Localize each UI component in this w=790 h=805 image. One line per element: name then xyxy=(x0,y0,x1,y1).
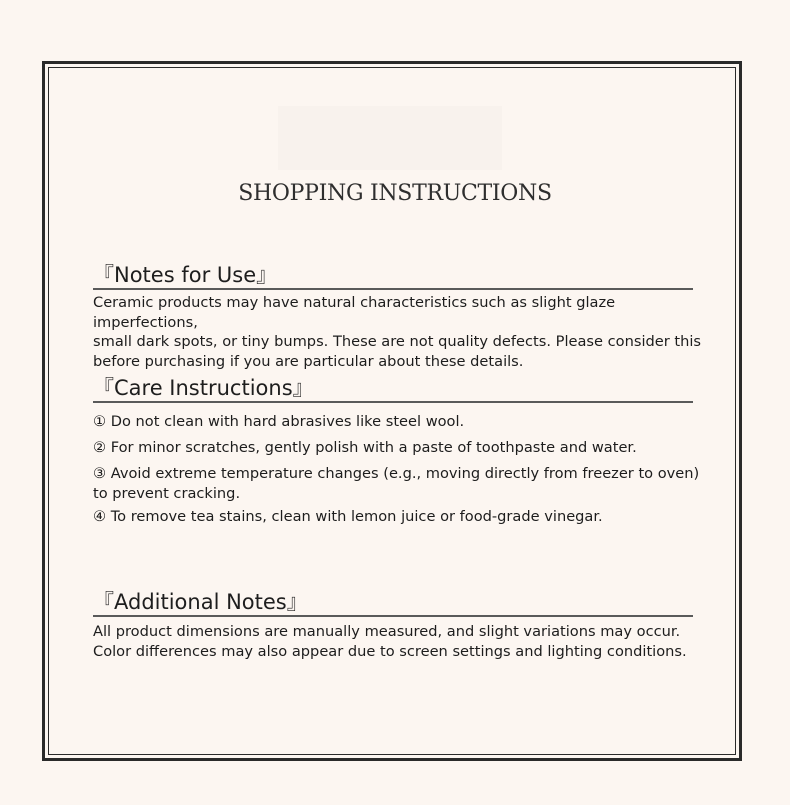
care-instructions-section xyxy=(93,375,705,533)
additional-notes-heading: 『Additional Notes』 xyxy=(93,589,693,617)
additional-notes-section xyxy=(93,589,705,661)
care-item-3: ③ Avoid extreme temperature changes (e.g., moving directly from freezer to oven) to prevent cracking. xyxy=(93,465,700,502)
page-title: SHOPPING INSTRUCTIONS xyxy=(238,181,552,206)
additional-notes-text: All product dimensions are manually measured, and slight variations may occur. Color differences may also appear due to screen settings and lighting conditions. xyxy=(93,623,687,660)
notes-for-use-heading: 『Notes for Use』 xyxy=(93,262,693,290)
notes-for-use-section xyxy=(93,262,705,371)
care-instructions-list xyxy=(93,412,705,527)
care-item-1: ① Do not clean with hard abrasives like steel wool. xyxy=(93,413,465,430)
faded-watermark xyxy=(278,106,502,170)
care-instructions-heading: 『Care Instructions』 xyxy=(93,375,693,403)
care-item-2: ② For minor scratches, gently polish with a paste of toothpaste and water. xyxy=(93,439,637,456)
care-item-4: ④ To remove tea stains, clean with lemon juice or food-grade vinegar. xyxy=(93,508,603,525)
notes-for-use-text: Ceramic products may have natural characteristics such as slight glaze imperfections, small dark spots, or tiny bumps. These are not quality defects. Please consider this before purchasing if you are particular about these details. xyxy=(93,294,702,370)
